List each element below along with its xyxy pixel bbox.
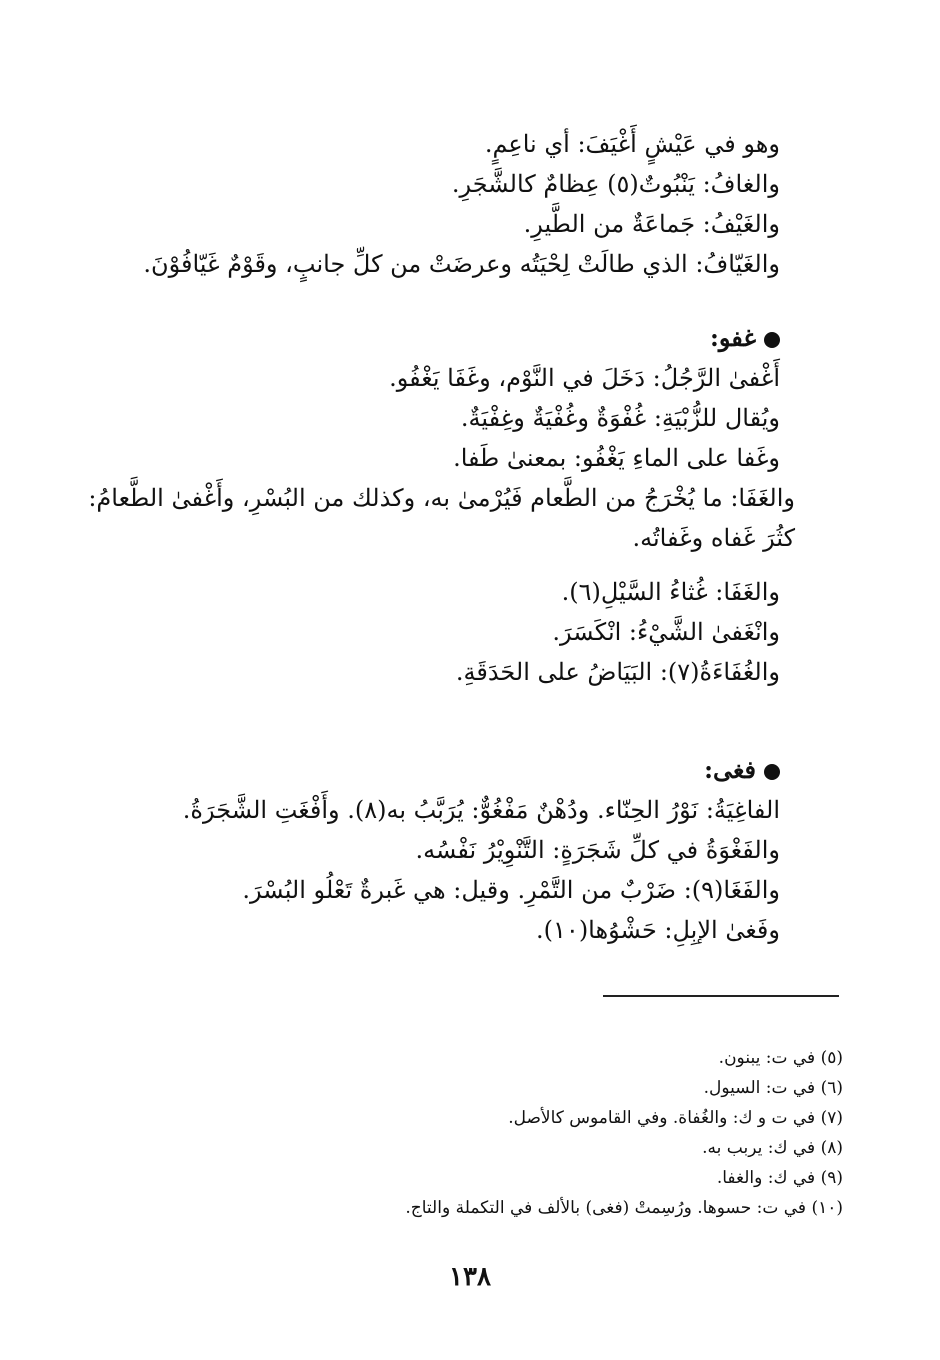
footnote: (٧) في ت و ك: والغُفاة. وفي القاموس كالأصل.	[508, 1108, 843, 1128]
entry-line: والفَغْوَةُ في كلِّ شَجَرَةٍ: التَّنْوِيْرُ نَفْسُه.	[415, 836, 780, 864]
entry-line: والغَيْفُ: جَماعَةٌ من الطَّيرِ.	[523, 210, 780, 238]
entry-line: وانْغَفىٰ الشَّيْءُ: انْكَسَرَ.	[552, 618, 780, 646]
section-faghy	[80, 750, 780, 950]
entry-line: والفَغَا(٩): ضَرْبٌ من التَّمْرِ. وقيل: هي غَبرةٌ تَعْلُو البُسْرَ.	[242, 876, 780, 904]
footnote: (١٠) في ت: حسوها. ورُسِمتْ (فغى) بالألف في التكملة والتاج.	[405, 1198, 843, 1218]
heading-text: فغى:	[704, 755, 756, 784]
entry-line: وفَغىٰ الإبِلِ: حَشْوُها(١٠).	[536, 916, 780, 944]
footnote-divider	[603, 995, 839, 997]
heading-text: غفو:	[710, 323, 756, 352]
section-heading	[80, 318, 780, 358]
entry-line: والغافُ: يَنْبُوتٌ(٥) عِظامٌ كالشَّجَرِ.	[451, 170, 780, 198]
entry-line: والغَفَا: غُثاءُ السَّيْلِ(٦).	[561, 578, 780, 606]
footnote: (٦) في ت: السيول.	[703, 1078, 843, 1098]
entry-line: وهو في عَيْشٍ أَغْيَفَ: أي ناعِمٍ.	[484, 130, 780, 158]
bullet-icon	[764, 764, 780, 780]
footnote: (٥) في ت: يبنون.	[718, 1048, 843, 1068]
entry-line: أَغْفىٰ الرَّجُلُ: دَخَلَ في النَّوْم، وغَفَا يَغْفُو.	[389, 364, 780, 392]
section-heading	[80, 750, 780, 790]
footnote: (٩) في ك: والغفا.	[716, 1168, 843, 1188]
entry-line: وغَفا على الماءِ يَغْفُو: بمعنىٰ طَفا.	[453, 444, 780, 472]
entry-line: والغُفَاءَةُ(٧): البَيَاضُ على الحَدَقَةِ.	[455, 658, 780, 686]
section-ghafw	[80, 318, 795, 692]
entry-line: والغَفَا: ما يُخْرَجُ من الطَّعام فَيُرْمىٰ به، وكذلك من البُسْرِ، وأَغْفىٰ الطَّعامُ: كثُرَ غَفاه وغَفاتُه.	[88, 484, 795, 552]
entry-line: ويُقال للزُّبْيَةِ: غُفْوَةٌ وغُفْيَةٌ وغِفْيَةٌ.	[460, 404, 780, 432]
bullet-icon	[764, 332, 780, 348]
footnote: (٨) في ك: يربب به.	[702, 1138, 843, 1158]
footnotes	[243, 1043, 843, 1223]
entry-line: الفاغِيَةُ: نَوْرُ الحِنّاء. ودُهْنٌ مَفْغُوٌّ: يُرَبَّبُ به(٨). وأَفْغَتِ الشَّجَرَةُ.	[182, 796, 780, 824]
page-number: ١٣٨	[449, 1262, 491, 1292]
entry-line: والغَيّافُ: الذي طالَتْ لِحْيَتُه وعرضَتْ من كلِّ جانبٍ، وقَوْمٌ غَيّافُوْنَ.	[143, 250, 780, 278]
entries-top	[80, 124, 780, 284]
